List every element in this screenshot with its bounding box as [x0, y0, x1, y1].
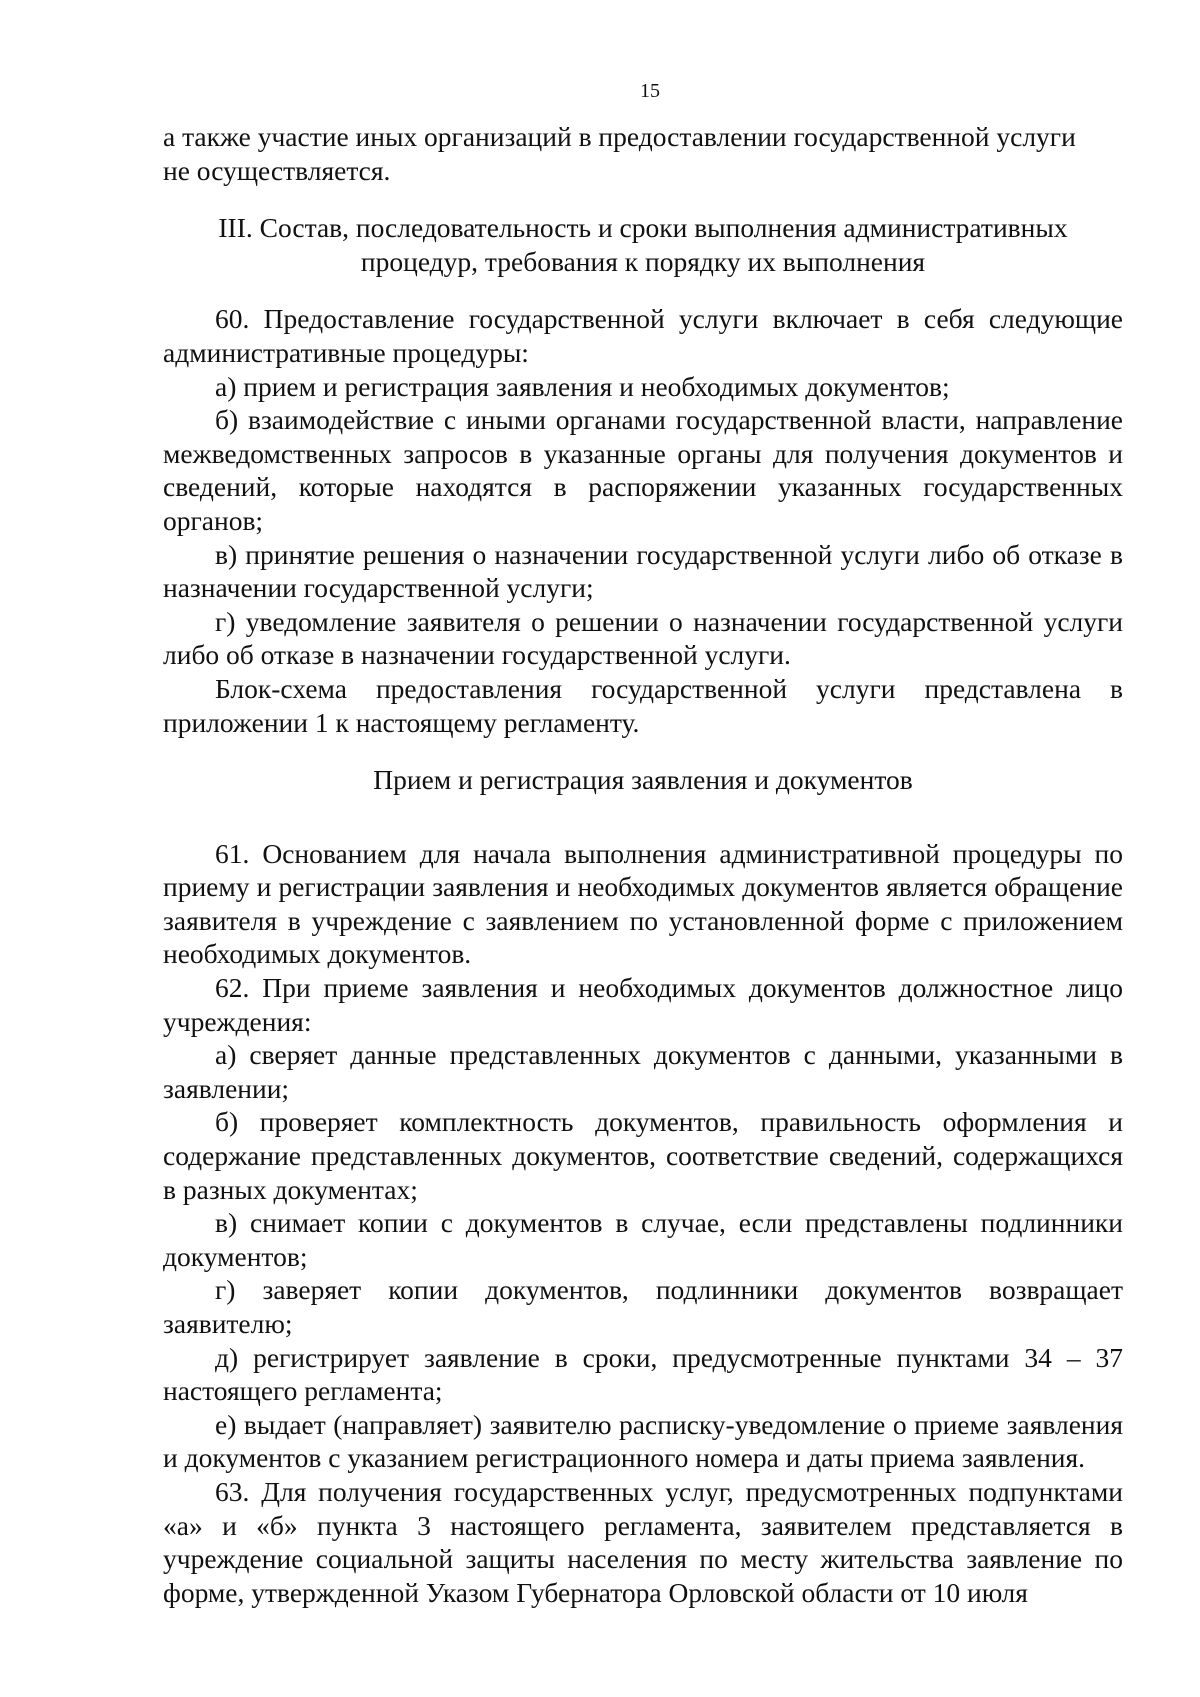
- paragraph-60-scheme: Блок-схема предоставления государственной услуги представлена в приложении 1 к настоящему регламенту.: [163, 672, 1123, 738]
- section-heading: [163, 211, 1123, 278]
- section-heading-line-2: процедур, требования к порядку их выполнения: [360, 245, 926, 277]
- paragraph-60-b: б) взаимодействие с иными органами государственной власти, направление межведомственных запросов в указанные органы для получения документов и сведений, которые находятся в распоряжении указанных государственных органов;: [163, 404, 1123, 536]
- paragraph-62-d: д) регистрирует заявление в сроки, предусмотренные пунктами 34 – 37 настоящего регламента;: [163, 1341, 1123, 1407]
- paragraph-62: 62. При приеме заявления и необходимых документов должностное лицо учреждения:: [163, 972, 1123, 1037]
- paragraph-61: 61. Основанием для начала выполнения административной процедуры по приему и регистрации заявления и необходимых документов является обращение заявителя в учреждение с заявлением по установленной форме с приложением необходимых документов.: [163, 837, 1123, 970]
- paragraph-62-a: а) сверяет данные представленных документов с данными, указанными в заявлении;: [163, 1039, 1123, 1104]
- subsection-heading: Прием и регистрация заявления и документов: [373, 764, 913, 796]
- paragraph-60: 60. Предоставление государственной услуги включает в себя следующие административные процедуры:: [163, 303, 1123, 368]
- paragraph-60-v: в) принятие решения о назначении государственной услуги либо об отказе в назначении государственной услуги;: [163, 538, 1123, 604]
- paragraph-63: 63. Для получения государственных услуг, предусмотренных подпунктами «а» и «б» пункта 3 настоящего регламента, заявителем представляется в учреждение социальной защиты населения по месту жительства заявление по форме, утвержденной Указом Губернатора Орловской области от 10 июля: [163, 1475, 1123, 1608]
- paragraph-62-v: в) снимает копии с документов в случае, если представлены подлинники документов;: [163, 1207, 1123, 1272]
- paragraph-62-g: г) заверяет копии документов, подлинники документов возвращает заявителю;: [163, 1274, 1123, 1339]
- paragraph-continuation-line-2: не осуществляется.: [163, 154, 391, 186]
- page-body: [163, 120, 1123, 1609]
- paragraph-62-e: е) выдает (направляет) заявителю расписку-уведомление о приеме заявления и документов с указанием регистрационного номера и даты приема заявления.: [163, 1408, 1123, 1474]
- paragraph-60-g: г) уведомление заявителя о решении о назначении государственной услуги либо об отказе в назначении государственной услуги.: [163, 605, 1123, 671]
- paragraph-62-b: б) проверяет комплектность документов, правильность оформления и содержание представленных документов, соответствие сведений, содержащихся в разных документах;: [163, 1106, 1123, 1205]
- section-heading-line-1: III. Состав, последовательность и сроки выполнения административных: [218, 212, 1068, 244]
- paragraph-continuation-line-1: а также участие иных организаций в предоставлении государственной услуги: [163, 121, 1076, 152]
- page-number: 15: [640, 80, 660, 102]
- paragraph-60-a: а) прием и регистрация заявления и необходимых документов;: [215, 370, 950, 402]
